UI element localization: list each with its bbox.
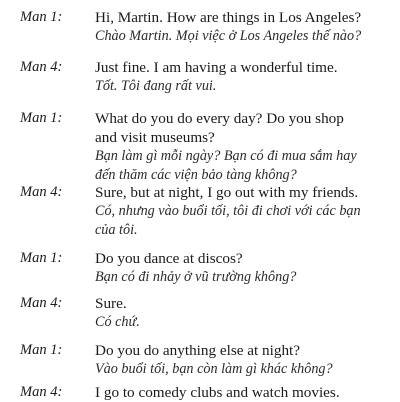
vietnamese-line: Vào buổi tối, bạn còn làm gì khác không?	[95, 361, 333, 377]
turn-text	[95, 249, 400, 287]
speaker-label: Man 4:	[20, 59, 63, 75]
english-line: Do you dance at discos?	[95, 250, 243, 267]
speaker-label: Man 1:	[20, 110, 63, 126]
english-line: Hi, Martin. How are things in Los Angeles?	[95, 9, 362, 26]
english-line: Sure, but at night, I go out with my friends.	[95, 184, 359, 201]
speaker-label: Man 4:	[20, 184, 63, 200]
english-line: Do you do anything else at night?	[95, 342, 300, 359]
vietnamese-line: Có chứ.	[95, 314, 140, 330]
english-line: and visit museums?	[95, 129, 215, 146]
turn-text	[95, 341, 400, 379]
speaker-label: Man 4:	[20, 295, 63, 311]
vietnamese-line: Có, nhưng vào buổi tối, tôi đi chơi với các bạn	[95, 203, 361, 219]
turn-text	[95, 8, 400, 46]
vietnamese-line: Tốt. Tôi đang rất vui.	[95, 78, 217, 94]
speaker-label: Man 4:	[20, 384, 63, 400]
turn-text	[95, 183, 400, 240]
turn-text	[95, 58, 400, 96]
english-line: Just fine. I am having a wonderful time.	[95, 59, 338, 76]
speaker-label: Man 1:	[20, 250, 63, 266]
english-line: Sure.	[95, 295, 127, 312]
turn-text	[95, 109, 400, 185]
turn-text	[95, 383, 400, 402]
vietnamese-line: đến thăm các viện bảo tàng không?	[95, 167, 297, 183]
vietnamese-line: của tôi.	[95, 222, 138, 238]
turn-text	[95, 294, 400, 332]
speaker-label: Man 1:	[20, 9, 63, 25]
speaker-label: Man 1:	[20, 342, 63, 358]
vietnamese-line: Bạn làm gì mỗi ngày? Bạn có đi mua sắm hay	[95, 148, 357, 164]
vietnamese-line: Chào Martin. Mọi việc ở Los Angeles thế nào?	[95, 28, 362, 44]
vietnamese-line: Bạn có đi nhảy ở vũ trường không?	[95, 269, 297, 285]
english-line: What do you do every day? Do you shop	[95, 110, 344, 127]
english-line: I go to comedy clubs and watch movies.	[95, 384, 340, 401]
